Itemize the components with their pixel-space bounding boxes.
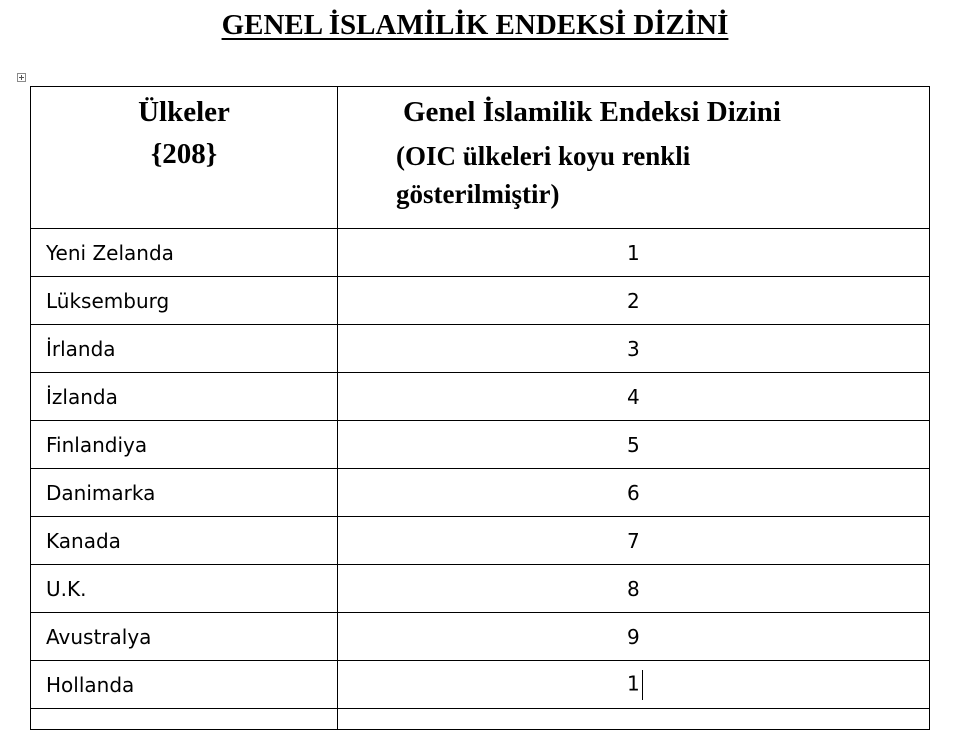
table-row [31, 325, 930, 373]
country-cell[interactable]: Finlandiya [31, 421, 338, 469]
table-header-row [31, 87, 930, 229]
country-cell[interactable]: Avustralya [31, 613, 338, 661]
text-cursor [642, 670, 643, 700]
document-title [0, 6, 950, 44]
rank-cell[interactable]: 6 [338, 469, 930, 517]
country-cell[interactable]: Hollanda [31, 661, 338, 709]
table-row [31, 421, 930, 469]
header-countries-label: Ülkeler [138, 96, 230, 128]
rank-cell[interactable]: 1 [338, 229, 930, 277]
table-row-partial [31, 709, 930, 730]
country-cell[interactable]: İrlanda [31, 325, 338, 373]
header-countries-cell[interactable] [31, 87, 338, 229]
country-cell[interactable]: U.K. [31, 565, 338, 613]
rank-cell[interactable]: 5 [338, 421, 930, 469]
table-row [31, 661, 930, 709]
country-cell[interactable]: Kanada [31, 517, 338, 565]
table-row [31, 469, 930, 517]
table-row [31, 517, 930, 565]
rank-cell-empty[interactable] [338, 709, 930, 730]
country-cell[interactable]: Yeni Zelanda [31, 229, 338, 277]
ranking-table [30, 86, 930, 730]
table-move-handle-icon[interactable] [17, 73, 26, 82]
document-title-text: GENEL İSLAMİLİK ENDEKSİ DİZİNİ [221, 9, 729, 41]
country-cell[interactable]: Danimarka [31, 469, 338, 517]
rank-cell[interactable]: 4 [338, 373, 930, 421]
header-index-label: Genel İslamilik Endeksi Dizini [403, 96, 781, 128]
rank-value: 1 [627, 671, 640, 695]
table-row [31, 613, 930, 661]
rank-cell[interactable]: 7 [338, 517, 930, 565]
country-cell[interactable]: İzlanda [31, 373, 338, 421]
table-row [31, 565, 930, 613]
table-row [31, 229, 930, 277]
header-index-cell[interactable] [338, 87, 930, 229]
table-row [31, 373, 930, 421]
rank-cell[interactable]: 2 [338, 277, 930, 325]
header-index-note-line1: (OIC ülkeleri koyu renkli [396, 141, 691, 171]
header-index-note-line2: gösterilmiştir) [396, 179, 560, 209]
country-cell-empty[interactable] [31, 709, 338, 730]
rank-cell[interactable]: 9 [338, 613, 930, 661]
country-cell[interactable]: Lüksemburg [31, 277, 338, 325]
rank-cell-editing[interactable] [338, 661, 930, 709]
rank-cell[interactable]: 3 [338, 325, 930, 373]
header-countries-count: {208} [150, 138, 218, 170]
table-row [31, 277, 930, 325]
rank-cell[interactable]: 8 [338, 565, 930, 613]
